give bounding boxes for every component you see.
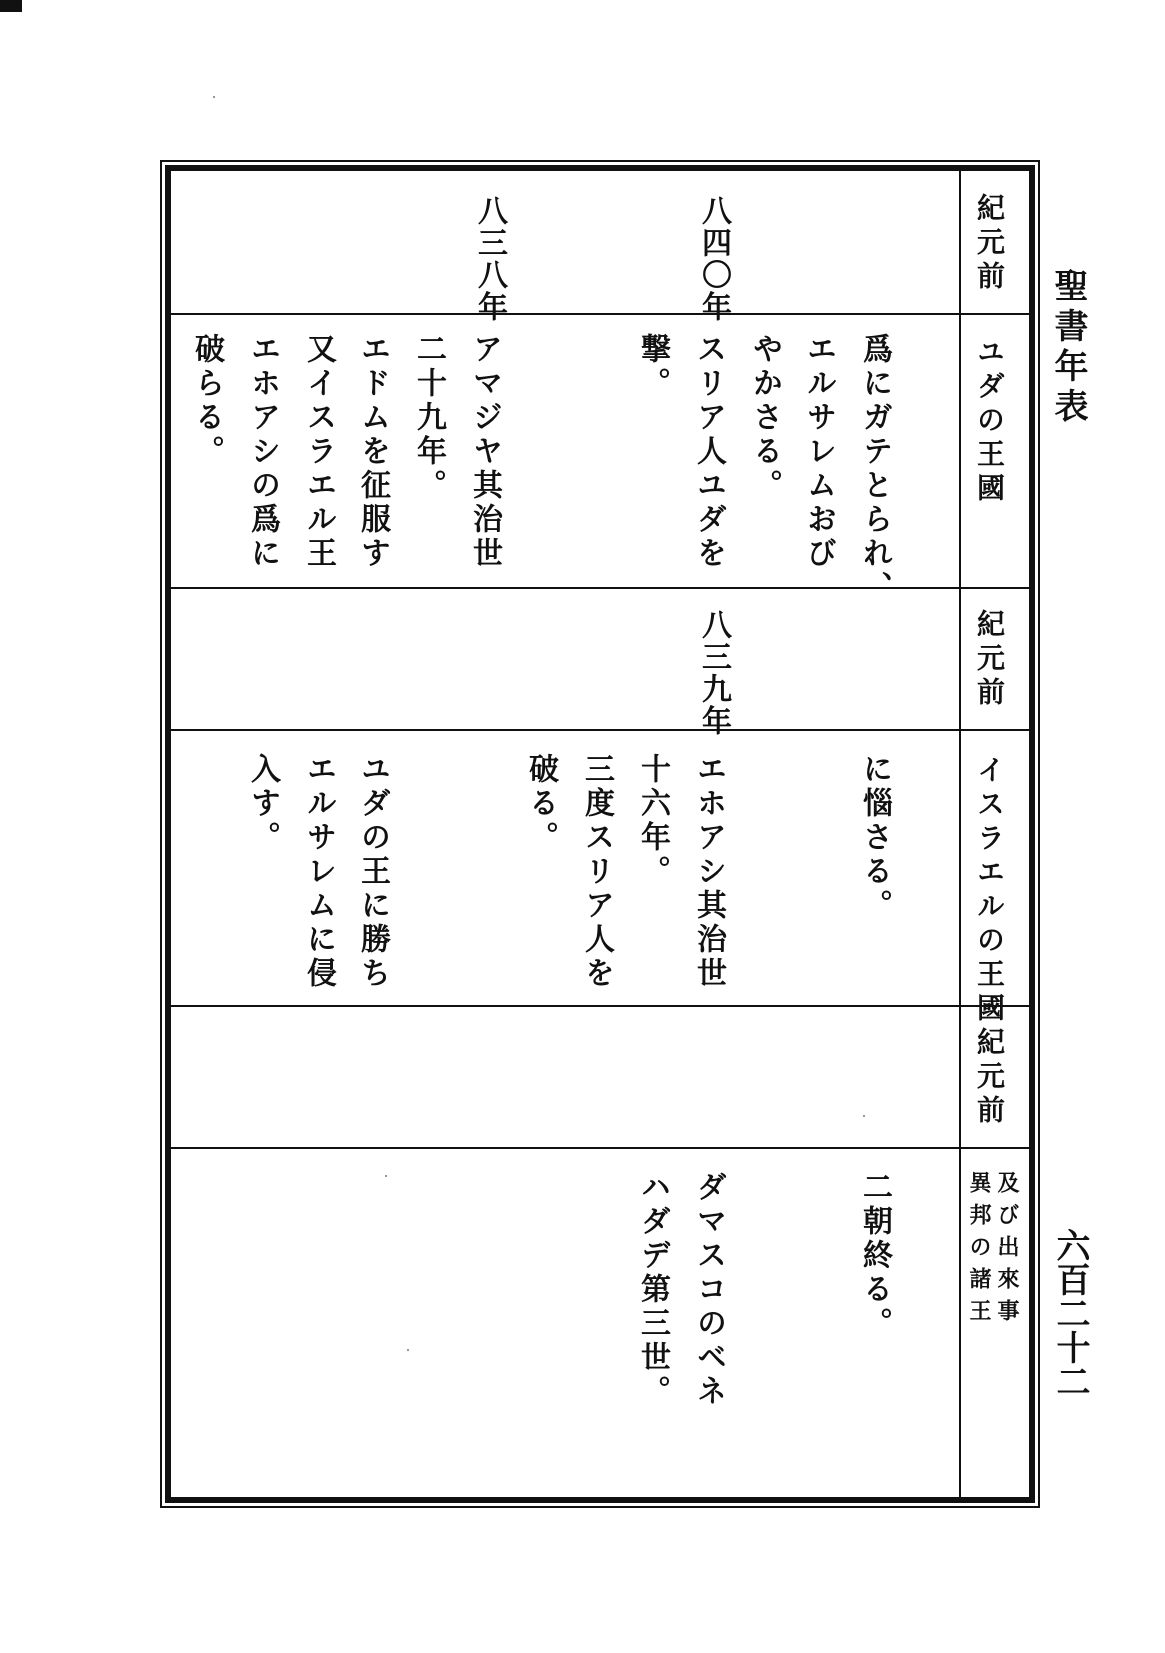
header-era-2: 紀元前 — [973, 609, 1006, 711]
israel-text-col-4: 三度スリア人を — [579, 753, 614, 991]
israel-text-col-8: 入す。 — [245, 753, 280, 855]
corner-mark — [0, 0, 22, 12]
judah-text-col-11: 破らる。 — [189, 333, 224, 469]
foreign-text-col-3: ハダデ第三世。 — [635, 1171, 670, 1409]
israel-text-col-2: エホアシ其治世 — [691, 753, 726, 991]
header-foreign-line1: 異邦の諸王 — [966, 1171, 992, 1331]
judah-text-col-4: スリア人ユダを — [691, 333, 726, 571]
running-head: 聖書年表 — [1048, 268, 1088, 428]
header-era-3: 紀元前 — [973, 1027, 1006, 1129]
divider-5 — [171, 1147, 1029, 1149]
year-judah-1: 八四〇年 — [696, 195, 731, 323]
judah-text-col-7: 二十九年。 — [411, 333, 446, 503]
foreign-text-col-2: ダマスコのベネ — [691, 1171, 726, 1409]
scan-speck — [213, 96, 215, 98]
divider-4 — [171, 1005, 1029, 1007]
divider-2 — [171, 587, 1029, 589]
header-judah-kingdom: ユダの王國 — [973, 337, 1006, 507]
israel-text-col-1: に惱さる。 — [857, 753, 892, 923]
israel-text-col-3: 十六年。 — [635, 753, 670, 889]
scan-speck — [863, 1115, 865, 1117]
year-judah-2: 八三八年 — [472, 195, 507, 323]
judah-text-col-8: エドムを征服す — [355, 333, 390, 571]
judah-text-col-10: エホアシの爲に — [245, 333, 280, 571]
header-israel-kingdom: イスラエルの王國 — [973, 755, 1006, 1027]
judah-text-col-6: アマジヤ其治世 — [467, 333, 502, 571]
judah-text-col-9: 又イスラエル王 — [301, 333, 336, 571]
israel-text-col-6: ユダの王に勝ち — [355, 753, 390, 991]
judah-text-col-2: エルサレムおび — [801, 333, 836, 571]
judah-text-col-3: やかさる。 — [747, 333, 782, 503]
israel-text-col-7: エルサレムに侵 — [301, 753, 336, 991]
year-israel-1: 八三九年 — [696, 609, 731, 737]
scan-speck — [407, 1349, 409, 1351]
judah-text-col-5: 撃。 — [635, 333, 670, 401]
header-foreign-line2: 及び出來事 — [994, 1171, 1020, 1331]
divider-3 — [171, 729, 1029, 731]
foreign-text-col-1: 二朝終る。 — [857, 1171, 892, 1341]
chronology-table — [165, 165, 1035, 1503]
divider-1 — [171, 313, 1029, 315]
header-era-1: 紀元前 — [973, 193, 1006, 295]
page-number: 六百二十二 — [1050, 1228, 1090, 1398]
scan-speck — [385, 1175, 387, 1177]
judah-text-col-1: 爲にガテとられ、 — [857, 333, 892, 605]
israel-text-col-5: 破る。 — [523, 753, 558, 855]
